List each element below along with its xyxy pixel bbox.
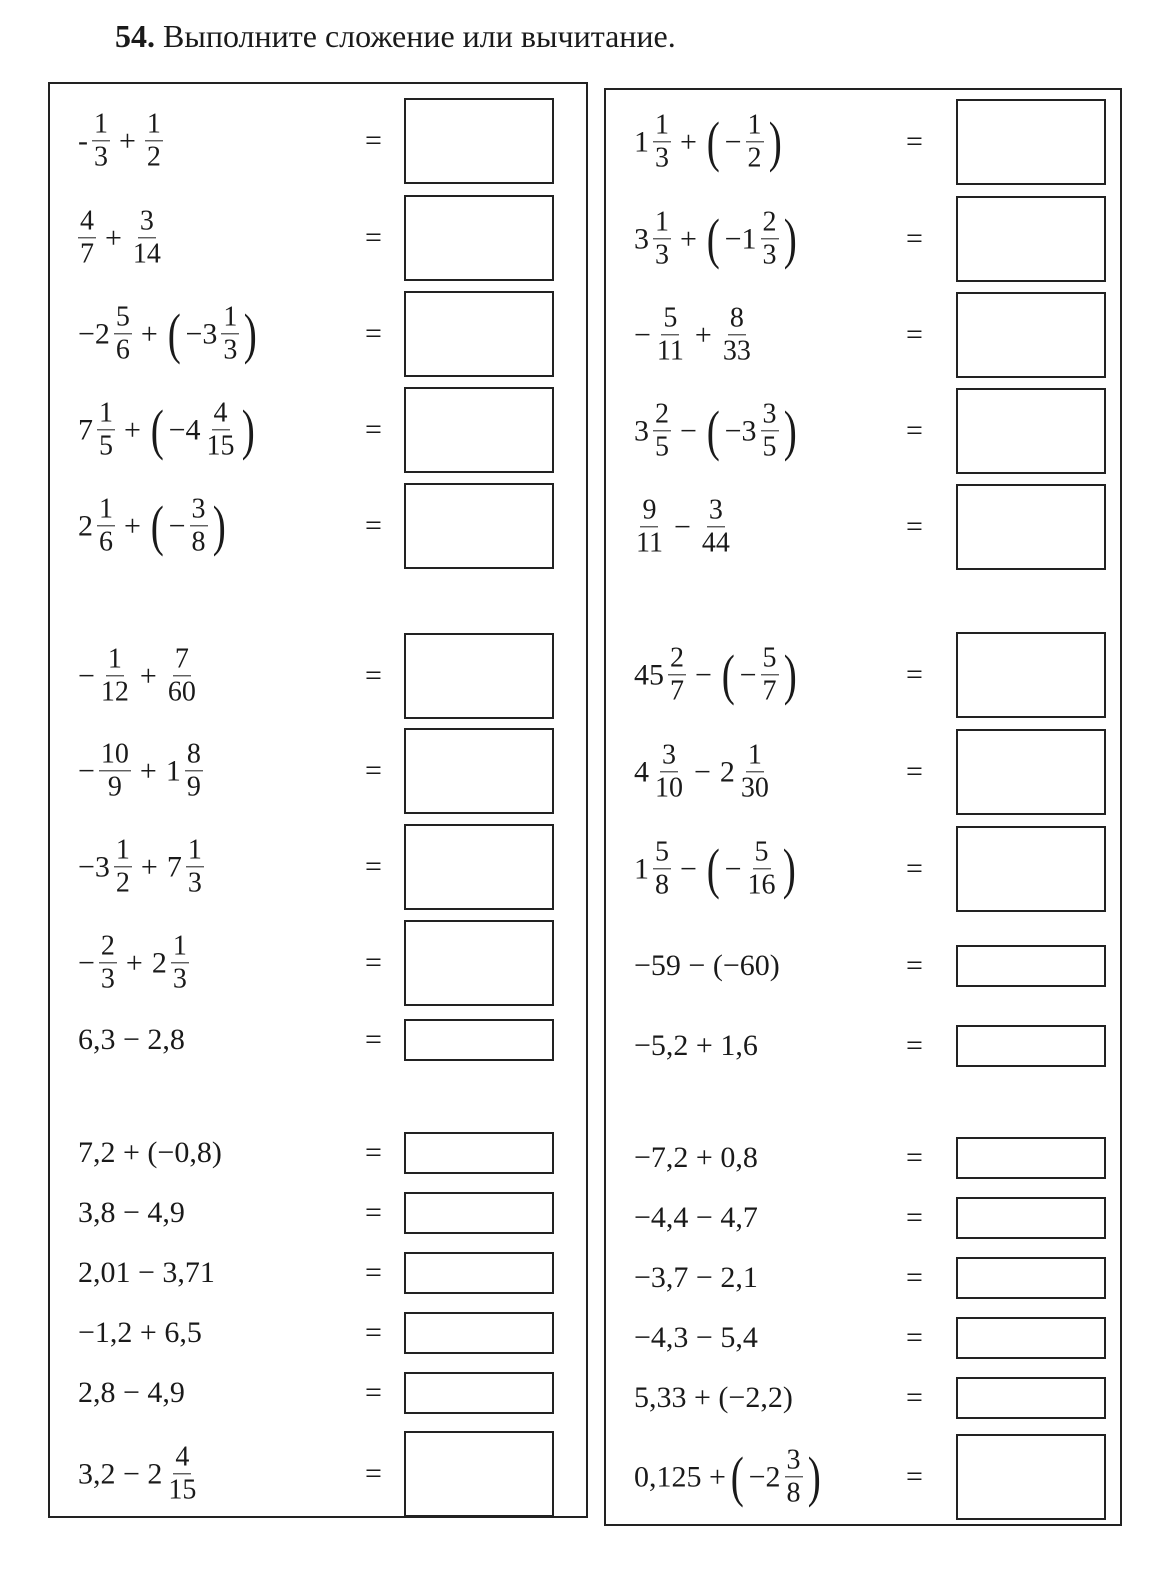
term-text: 3,2 − 2 xyxy=(78,1457,163,1490)
equals-sign: = xyxy=(365,509,382,542)
close-paren: ) xyxy=(782,838,796,900)
term-text: 2 xyxy=(719,755,735,788)
problem-expression xyxy=(76,1136,224,1170)
close-paren: ) xyxy=(241,399,255,461)
equals-sign: = xyxy=(365,1316,382,1349)
open-paren: ( xyxy=(706,838,720,900)
problem-expression xyxy=(76,1316,204,1350)
term-text: 4 xyxy=(634,755,649,788)
answer-box[interactable] xyxy=(956,945,1106,987)
fraction-numerator: 3 xyxy=(138,205,156,238)
problem-expression xyxy=(632,1444,823,1509)
fraction xyxy=(171,930,189,995)
close-paren: ) xyxy=(783,400,797,462)
fraction-denominator: 3 xyxy=(762,239,777,271)
fraction-denominator: 14 xyxy=(132,238,161,270)
answer-box[interactable] xyxy=(404,824,554,910)
fraction-denominator: 2 xyxy=(747,142,762,174)
equals-sign: = xyxy=(365,754,382,787)
open-paren: ( xyxy=(706,111,720,173)
equals-sign: = xyxy=(365,221,382,254)
problem-expression xyxy=(76,930,191,995)
operator: + xyxy=(140,317,158,350)
fraction xyxy=(131,205,163,270)
open-paren: ( xyxy=(150,399,164,461)
answer-box[interactable] xyxy=(956,99,1106,185)
problem-expression xyxy=(76,643,200,708)
equals-sign: = xyxy=(906,222,923,255)
problem-expression xyxy=(76,834,206,899)
fraction-numerator: 5 xyxy=(661,302,679,335)
close-paren: ) xyxy=(807,1446,821,1508)
term-text: −3 xyxy=(185,317,218,350)
problem-expression xyxy=(632,1261,760,1295)
term-text: − xyxy=(724,125,742,158)
fraction-denominator: 5 xyxy=(99,430,113,462)
fraction-numerator: 1 xyxy=(114,834,132,867)
term-text: −5,2 + 1,6 xyxy=(634,1029,758,1062)
equals-sign: = xyxy=(365,1256,382,1289)
term-text: 2 xyxy=(78,509,93,542)
term-text: −59 − (−60) xyxy=(634,949,780,982)
fraction xyxy=(97,397,115,462)
term-text: − xyxy=(78,659,95,692)
fraction xyxy=(785,1444,803,1509)
answer-box[interactable] xyxy=(404,195,554,281)
fraction-denominator: 5 xyxy=(762,431,777,463)
equals-sign: = xyxy=(906,1321,923,1354)
fraction xyxy=(668,642,686,707)
fraction-numerator: 8 xyxy=(728,302,746,335)
operator: + xyxy=(140,850,158,883)
term-text: - xyxy=(78,124,88,157)
term-text: 1 xyxy=(165,754,181,787)
open-paren: ( xyxy=(706,400,720,462)
fraction-numerator: 1 xyxy=(746,109,764,142)
close-paren: ) xyxy=(783,208,797,270)
answer-box[interactable] xyxy=(404,1431,554,1517)
exercise-header xyxy=(115,18,676,55)
operator: + xyxy=(119,124,136,157)
open-paren: ( xyxy=(730,1446,744,1508)
fraction-numerator: 4 xyxy=(173,1441,191,1474)
answer-box[interactable] xyxy=(404,1019,554,1061)
fraction-denominator: 6 xyxy=(115,334,130,366)
fraction xyxy=(92,108,110,173)
operator: + xyxy=(680,125,697,158)
answer-box[interactable] xyxy=(404,291,554,377)
problem-expression xyxy=(632,206,799,271)
problem-expression xyxy=(632,1141,760,1175)
fraction-numerator: 3 xyxy=(660,739,678,772)
fraction-numerator: 1 xyxy=(221,301,239,334)
fraction-denominator: 33 xyxy=(722,335,751,367)
problem-expression xyxy=(632,739,773,804)
fraction-numerator: 4 xyxy=(78,205,96,238)
term-text: 3,8 − 4,9 xyxy=(78,1196,185,1229)
fraction-numerator: 1 xyxy=(92,108,110,141)
fraction-denominator: 60 xyxy=(167,676,196,708)
fraction-numerator: 3 xyxy=(190,493,208,526)
equals-sign: = xyxy=(906,949,923,982)
term-text: − xyxy=(168,509,186,542)
equals-sign: = xyxy=(906,755,923,788)
operator: + xyxy=(105,221,122,254)
equals-sign: = xyxy=(365,1136,382,1169)
answer-box[interactable] xyxy=(956,1025,1106,1067)
fraction xyxy=(205,397,237,462)
fraction-numerator: 1 xyxy=(97,397,115,430)
problem-expression xyxy=(76,1256,217,1290)
fraction xyxy=(746,836,778,901)
equals-sign: = xyxy=(906,658,923,691)
fraction-numerator: 3 xyxy=(761,398,779,431)
fraction xyxy=(634,494,665,559)
operator: + xyxy=(139,754,157,787)
fraction-denominator: 8 xyxy=(191,526,206,558)
fraction-numerator: 7 xyxy=(173,643,191,676)
problem-expression xyxy=(632,642,799,707)
problem-expression xyxy=(632,398,799,463)
equals-sign: = xyxy=(365,850,382,883)
fraction-denominator: 3 xyxy=(94,141,108,173)
problem-expression xyxy=(76,738,205,803)
answer-box[interactable] xyxy=(956,388,1106,474)
term-text: −3 xyxy=(78,850,110,883)
answer-box[interactable] xyxy=(404,1372,554,1414)
fraction xyxy=(166,643,198,708)
fraction-numerator: 5 xyxy=(761,642,779,675)
fraction-denominator: 16 xyxy=(747,869,776,901)
term-text: 1 xyxy=(634,125,649,158)
fraction-numerator: 1 xyxy=(145,108,163,141)
term-text: 3 xyxy=(634,414,649,447)
equals-sign: = xyxy=(906,318,923,351)
close-paren: ) xyxy=(768,111,782,173)
fraction-numerator: 1 xyxy=(97,493,115,526)
fraction xyxy=(166,1441,198,1506)
problem-expression xyxy=(76,1376,187,1410)
answer-box[interactable] xyxy=(404,920,554,1006)
equals-sign: = xyxy=(906,1201,923,1234)
equals-sign: = xyxy=(906,852,923,885)
fraction xyxy=(185,738,203,803)
fraction-denominator: 9 xyxy=(186,771,201,803)
fraction-denominator: 7 xyxy=(762,675,777,707)
equals-sign: = xyxy=(365,1376,382,1409)
equals-sign: = xyxy=(906,125,923,158)
fraction-numerator: 2 xyxy=(668,642,686,675)
answer-box[interactable] xyxy=(956,826,1106,912)
fraction xyxy=(761,398,779,463)
answer-box[interactable] xyxy=(956,1257,1106,1299)
fraction xyxy=(99,738,131,803)
fraction-numerator: 8 xyxy=(185,738,203,771)
fraction-denominator: 15 xyxy=(168,1474,197,1506)
answer-box[interactable] xyxy=(404,387,554,473)
fraction-denominator: 3 xyxy=(100,963,115,995)
fraction-numerator: 3 xyxy=(785,1444,803,1477)
equals-sign: = xyxy=(906,1141,923,1174)
term-text: −1,2 + 6,5 xyxy=(78,1316,202,1349)
equals-sign: = xyxy=(365,1457,382,1490)
fraction-numerator: 4 xyxy=(212,397,230,430)
problem-expression xyxy=(632,302,755,367)
term-text: 7 xyxy=(78,413,93,446)
answer-box[interactable] xyxy=(956,292,1106,378)
problem-expression xyxy=(632,1029,760,1063)
fraction xyxy=(99,930,117,995)
operator: + xyxy=(139,659,157,692)
problem-expression xyxy=(76,493,228,558)
term-text: 2,01 − 3,71 xyxy=(78,1256,215,1289)
answer-box[interactable] xyxy=(404,633,554,719)
answer-box[interactable] xyxy=(956,1137,1106,1179)
fraction-numerator: 9 xyxy=(640,494,658,527)
fraction-numerator: 5 xyxy=(114,301,132,334)
problem-expression xyxy=(76,205,165,270)
fraction xyxy=(653,398,671,463)
equals-sign: = xyxy=(365,1196,382,1229)
problem-expression xyxy=(632,949,782,983)
fraction xyxy=(653,206,671,271)
fraction xyxy=(653,739,685,804)
operator: − xyxy=(673,510,691,543)
close-paren: ) xyxy=(783,644,797,706)
fraction-denominator: 8 xyxy=(655,869,669,901)
fraction-denominator: 2 xyxy=(146,141,161,173)
problem-expression xyxy=(632,1321,760,1355)
equals-sign: = xyxy=(906,414,923,447)
equals-sign: = xyxy=(906,1381,923,1414)
open-paren: ( xyxy=(167,303,181,365)
fraction xyxy=(145,108,163,173)
operator: + xyxy=(124,413,141,446)
problem-expression xyxy=(632,836,798,901)
fraction xyxy=(653,109,671,174)
term-text: −4,4 − 4,7 xyxy=(634,1201,758,1234)
answer-box[interactable] xyxy=(956,1317,1106,1359)
fraction xyxy=(221,301,239,366)
fraction-denominator: 8 xyxy=(786,1477,801,1509)
fraction-denominator: 3 xyxy=(655,142,669,174)
fraction-denominator: 6 xyxy=(99,526,113,558)
equals-sign: = xyxy=(906,1029,923,1062)
answer-box[interactable] xyxy=(956,729,1106,815)
term-text: 7 xyxy=(166,850,182,883)
open-paren: ( xyxy=(721,644,735,706)
answer-box[interactable] xyxy=(404,1132,554,1174)
term-text: 7,2 + (−0,8) xyxy=(78,1136,222,1169)
fraction-numerator: 3 xyxy=(707,494,725,527)
term-text: 45 xyxy=(634,658,664,691)
fraction-denominator: 7 xyxy=(670,675,684,707)
term-text: 5,33 + (−2,2) xyxy=(634,1381,793,1414)
left-problem-panel xyxy=(48,82,588,1518)
fraction xyxy=(700,494,732,559)
term-text: −4,3 − 5,4 xyxy=(634,1321,758,1354)
term-text: 6,3 − 2,8 xyxy=(78,1023,185,1056)
open-paren: ( xyxy=(706,208,720,270)
answer-box[interactable] xyxy=(404,1312,554,1354)
term-text: − xyxy=(724,852,742,885)
operator: + xyxy=(680,222,697,255)
equals-sign: = xyxy=(365,659,382,692)
fraction-denominator: 5 xyxy=(655,431,669,463)
problem-expression xyxy=(76,1023,187,1057)
fraction xyxy=(746,109,764,174)
fraction-denominator: 3 xyxy=(223,334,238,366)
fraction-numerator: 5 xyxy=(653,836,671,869)
term-text: −3,7 − 2,1 xyxy=(634,1261,758,1294)
term-text: 0,125 + xyxy=(634,1460,726,1493)
answer-box[interactable] xyxy=(956,484,1106,570)
term-text: −1 xyxy=(724,222,757,255)
problem-expression xyxy=(632,1201,760,1235)
operator: − xyxy=(695,658,712,691)
fraction-numerator: 5 xyxy=(753,836,771,869)
close-paren: ) xyxy=(212,495,226,557)
problem-expression xyxy=(632,494,734,559)
answer-box[interactable] xyxy=(404,728,554,814)
fraction-numerator: 1 xyxy=(653,206,671,239)
term-text: −3 xyxy=(724,414,757,447)
fraction xyxy=(655,302,686,367)
fraction xyxy=(721,302,753,367)
fraction-numerator: 2 xyxy=(761,206,779,239)
problem-expression xyxy=(76,1441,200,1506)
fraction-numerator: 1 xyxy=(186,834,204,867)
fraction-denominator: 9 xyxy=(107,771,122,803)
term-text: 3 xyxy=(634,222,649,255)
operator: − xyxy=(694,755,711,788)
fraction-denominator: 2 xyxy=(115,867,130,899)
term-text: −4 xyxy=(168,413,201,446)
fraction-numerator: 1 xyxy=(171,930,189,963)
problem-expression xyxy=(76,397,257,462)
fraction xyxy=(761,206,779,271)
term-text: −2 xyxy=(748,1460,781,1493)
term-text: 1 xyxy=(634,852,649,885)
operator: − xyxy=(680,852,697,885)
fraction xyxy=(190,493,208,558)
fraction xyxy=(653,836,671,901)
fraction-numerator: 1 xyxy=(746,739,764,772)
term-text: 2,8 − 4,9 xyxy=(78,1376,185,1409)
fraction xyxy=(97,493,115,558)
fraction-denominator: 11 xyxy=(656,335,684,367)
exercise-instruction: Выполните сложение или вычитание. xyxy=(163,18,676,54)
answer-box[interactable] xyxy=(956,632,1106,718)
answer-box[interactable] xyxy=(404,98,554,184)
fraction-denominator: 11 xyxy=(636,527,663,559)
right-problem-panel xyxy=(604,88,1122,1526)
fraction xyxy=(78,205,96,270)
open-paren: ( xyxy=(150,495,164,557)
fraction-numerator: 2 xyxy=(99,930,117,963)
fraction xyxy=(761,642,779,707)
answer-box[interactable] xyxy=(404,1192,554,1234)
problem-expression xyxy=(76,1196,187,1230)
fraction xyxy=(99,643,131,708)
term-text: −2 xyxy=(78,317,110,350)
close-paren: ) xyxy=(244,303,258,365)
fraction-denominator: 30 xyxy=(740,772,769,804)
fraction-denominator: 10 xyxy=(655,772,683,804)
answer-box[interactable] xyxy=(404,1252,554,1294)
fraction xyxy=(739,739,771,804)
fraction-denominator: 3 xyxy=(187,867,202,899)
operator: − xyxy=(680,414,697,447)
equals-sign: = xyxy=(365,1023,382,1056)
problem-expression xyxy=(76,301,260,366)
equals-sign: = xyxy=(365,124,382,157)
fraction-numerator: 10 xyxy=(99,738,131,771)
fraction-denominator: 12 xyxy=(100,676,129,708)
answer-box[interactable] xyxy=(956,1377,1106,1419)
answer-box[interactable] xyxy=(404,483,554,569)
fraction-numerator: 2 xyxy=(653,398,671,431)
problem-expression xyxy=(76,108,165,173)
equals-sign: = xyxy=(365,413,382,446)
fraction-denominator: 3 xyxy=(172,963,187,995)
operator: + xyxy=(124,509,141,542)
fraction-denominator: 7 xyxy=(80,238,94,270)
problem-expression xyxy=(632,1381,795,1415)
operator: + xyxy=(694,318,712,351)
exercise-number: 54. xyxy=(115,18,155,54)
fraction-numerator: 1 xyxy=(653,109,671,142)
term-text: −7,2 + 0,8 xyxy=(634,1141,758,1174)
term-text: 2 xyxy=(151,946,167,979)
answer-box[interactable] xyxy=(956,1434,1106,1520)
answer-box[interactable] xyxy=(956,196,1106,282)
term-text: − xyxy=(634,318,651,351)
operator: + xyxy=(125,946,143,979)
fraction xyxy=(114,301,132,366)
equals-sign: = xyxy=(906,1460,923,1493)
fraction xyxy=(186,834,204,899)
equals-sign: = xyxy=(365,317,382,350)
term-text: − xyxy=(739,658,757,691)
equals-sign: = xyxy=(906,1261,923,1294)
fraction-numerator: 1 xyxy=(106,643,124,676)
equals-sign: = xyxy=(906,510,923,543)
fraction xyxy=(114,834,132,899)
term-text: − xyxy=(78,946,95,979)
answer-box[interactable] xyxy=(956,1197,1106,1239)
fraction-denominator: 15 xyxy=(206,430,235,462)
fraction-denominator: 3 xyxy=(655,239,669,271)
fraction-denominator: 44 xyxy=(701,527,730,559)
equals-sign: = xyxy=(365,946,382,979)
problem-expression xyxy=(632,109,784,174)
term-text: − xyxy=(78,754,95,787)
